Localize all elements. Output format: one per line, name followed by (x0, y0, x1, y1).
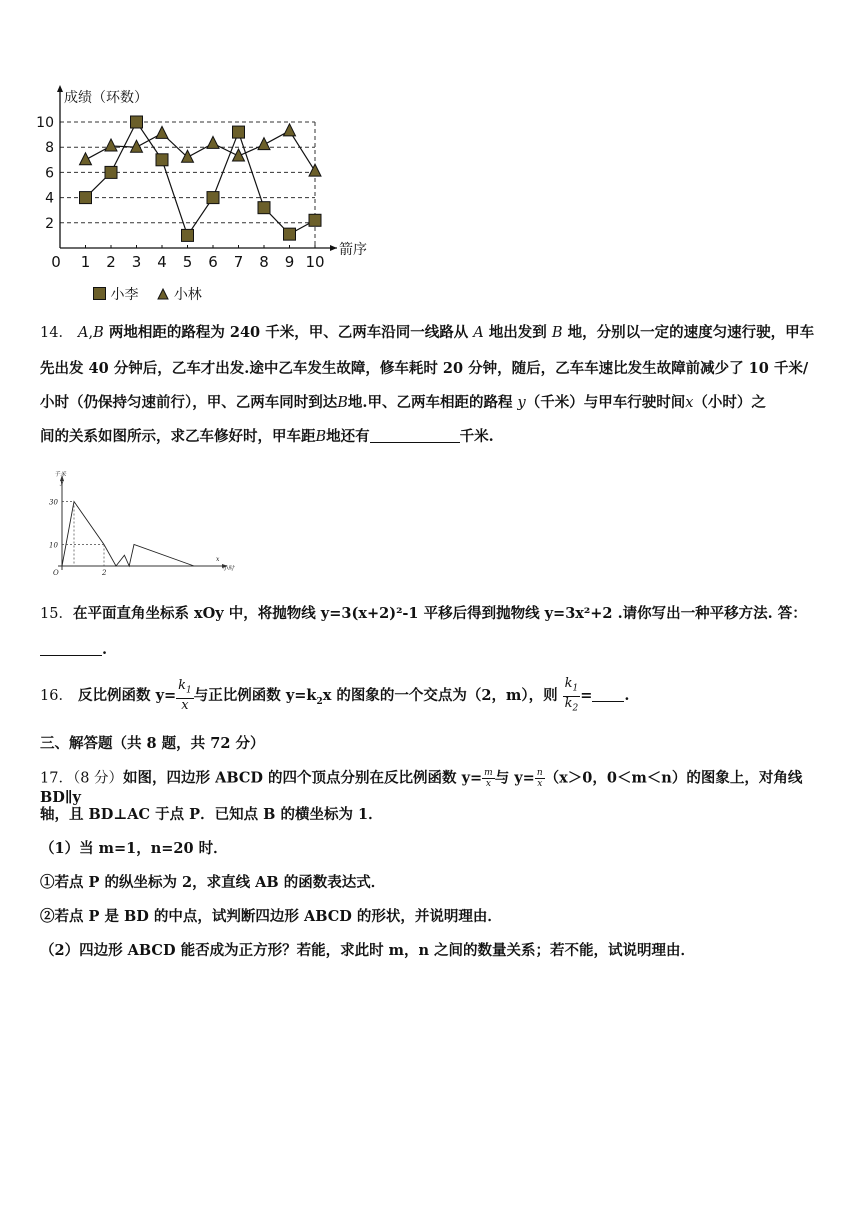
y-tick-label: 4 (45, 190, 54, 207)
g14-x-label: x (216, 556, 220, 563)
g14-x-tick-2: 2 (102, 569, 107, 577)
y-axis-arrow (57, 85, 63, 92)
point-xiaolin (182, 150, 194, 162)
point-xiaoli (233, 126, 245, 138)
question-14: 14． A,B 两地相距的路程为 240 千米，甲、乙两车沿同一线路从 A 地出发到 B 地，分别以一定的速度匀速行驶，甲车 先出发 40 分钟后，乙车才出发.途中乙车发生故障，修车耗时 20 分钟，随后，乙车车速比发生故障前减少了 10 千米/ 小时（仍保持匀速前行），甲、乙两车同时到达B地.甲、乙两车相距的路程 y（千米）与甲车行驶时间x（小时）之 间的关系如图所示，求乙车修好时，甲车距B地还有 千米. (40, 324, 815, 445)
x-axis-arrow (330, 245, 337, 251)
score-line-chart (30, 80, 390, 310)
x-tick-label: 5 (182, 253, 193, 271)
distance-time-graph (40, 468, 245, 580)
legend-triangle-icon (157, 288, 169, 300)
point-xiaolin (284, 124, 296, 136)
point-xiaoli (105, 166, 117, 178)
y-tick-label: 2 (45, 215, 54, 232)
g14-y-label: y (60, 479, 64, 486)
legend-label-xiaoli: 小李 (110, 287, 139, 303)
point-xiaoli (80, 192, 92, 204)
x-tick-label: 0 (51, 253, 61, 271)
point-xiaoli (156, 154, 168, 166)
y-tick-label: 8 (45, 140, 54, 157)
y-tick-label: 6 (45, 165, 54, 182)
g14-y-unit: 千米 (54, 471, 67, 478)
x-axis-label: 箭序 (339, 242, 367, 258)
point-xiaoli (131, 116, 143, 128)
x-tick-label: 6 (208, 253, 218, 271)
x-tick-label: 2 (106, 253, 116, 271)
answer-blank-16 (592, 687, 624, 702)
point-xiaoli (182, 229, 194, 241)
point-xiaolin (156, 126, 168, 138)
point-xiaoli (284, 228, 296, 240)
g14-polyline (62, 502, 194, 567)
point-xiaolin (309, 164, 321, 176)
x-tick-label: 1 (80, 253, 91, 271)
y-axis-label: 成绩（环数） (64, 90, 148, 106)
point-xiaoli (207, 192, 219, 204)
section-heading: 三、解答题（共 8 题，共 72 分） (40, 735, 265, 752)
series-line-xiaoli (86, 122, 316, 235)
x-tick-label: 8 (259, 253, 269, 271)
point-xiaoli (309, 214, 321, 226)
point-xiaolin (80, 153, 92, 165)
point-xiaolin (105, 139, 117, 151)
x-tick-label: 9 (284, 253, 295, 271)
point-xiaolin (131, 140, 143, 152)
question-17: 17．（8 分）如图，四边形 ABCD 的四个顶点分别在反比例函数 y= $\frac{m}{x}$ 与 y= $\frac{n}{x}$ （x＞0，0＜m＜n）的图象上，对角线 BD∥y 轴，且 BD⊥AC 于点 P．已知点 B 的横坐标为 1． （1）当 m=1，n=20 时． ①若点 P 的纵坐标为 2，求直线 AB 的函数表达式． ②若点 P 是 BD 的中点，试判断四边形 ABCD 的形状，并说明理由． （2）四边形 ABCD 能否成为正方形？若能，求此时 m，n 之间的数量关系；若不能，试说明理由． (40, 768, 803, 959)
point-xiaolin (258, 138, 270, 150)
fraction-k1-over-k2: $\frac{k_1}{k_2}$ (564, 676, 579, 714)
answer-blank-14 (370, 428, 460, 443)
g14-x-unit: 小时 (222, 565, 235, 572)
x-tick-label: 7 (233, 253, 244, 271)
x-tick-label: 3 (131, 253, 142, 271)
point-xiaoli (258, 202, 270, 214)
question-16: 16． 反比例函数 y= $\frac{k_1}{x}$ 与正比例函数 $y=k_2x$ 的图象的一个交点为（2，m），则 $\frac{k_1}{k_2}$ = . (40, 676, 630, 714)
y-tick-label: 10 (36, 115, 54, 131)
x-tick-label: 4 (157, 253, 167, 271)
chart-legend (93, 284, 202, 304)
point-xiaolin (233, 149, 245, 161)
fraction-k1-over-x: $\frac{k_1}{x}$ (178, 678, 192, 713)
legend-label-xiaolin: 小林 (173, 287, 202, 303)
answer-blank-15 (40, 641, 102, 656)
series-line-xiaolin (86, 131, 316, 171)
fraction-m-over-x: $\frac{m}{x}$ (484, 768, 493, 789)
g14-y-tick-30: 30 (49, 498, 58, 507)
point-xiaolin (207, 136, 219, 148)
legend-square-icon (93, 287, 106, 300)
question-15: 15．在平面直角坐标系 xOy 中，将抛物线 y=3(x+2)²-1 平移后得到抛物线 y=3x²+2 .请你写出一种平移方法. 答： . (40, 605, 807, 658)
g14-origin: O (53, 569, 59, 577)
fraction-n-over-x: $\frac{n}{x}$ (536, 768, 543, 789)
x-tick-label: 10 (305, 253, 325, 271)
g14-y-tick-10: 10 (49, 541, 58, 550)
